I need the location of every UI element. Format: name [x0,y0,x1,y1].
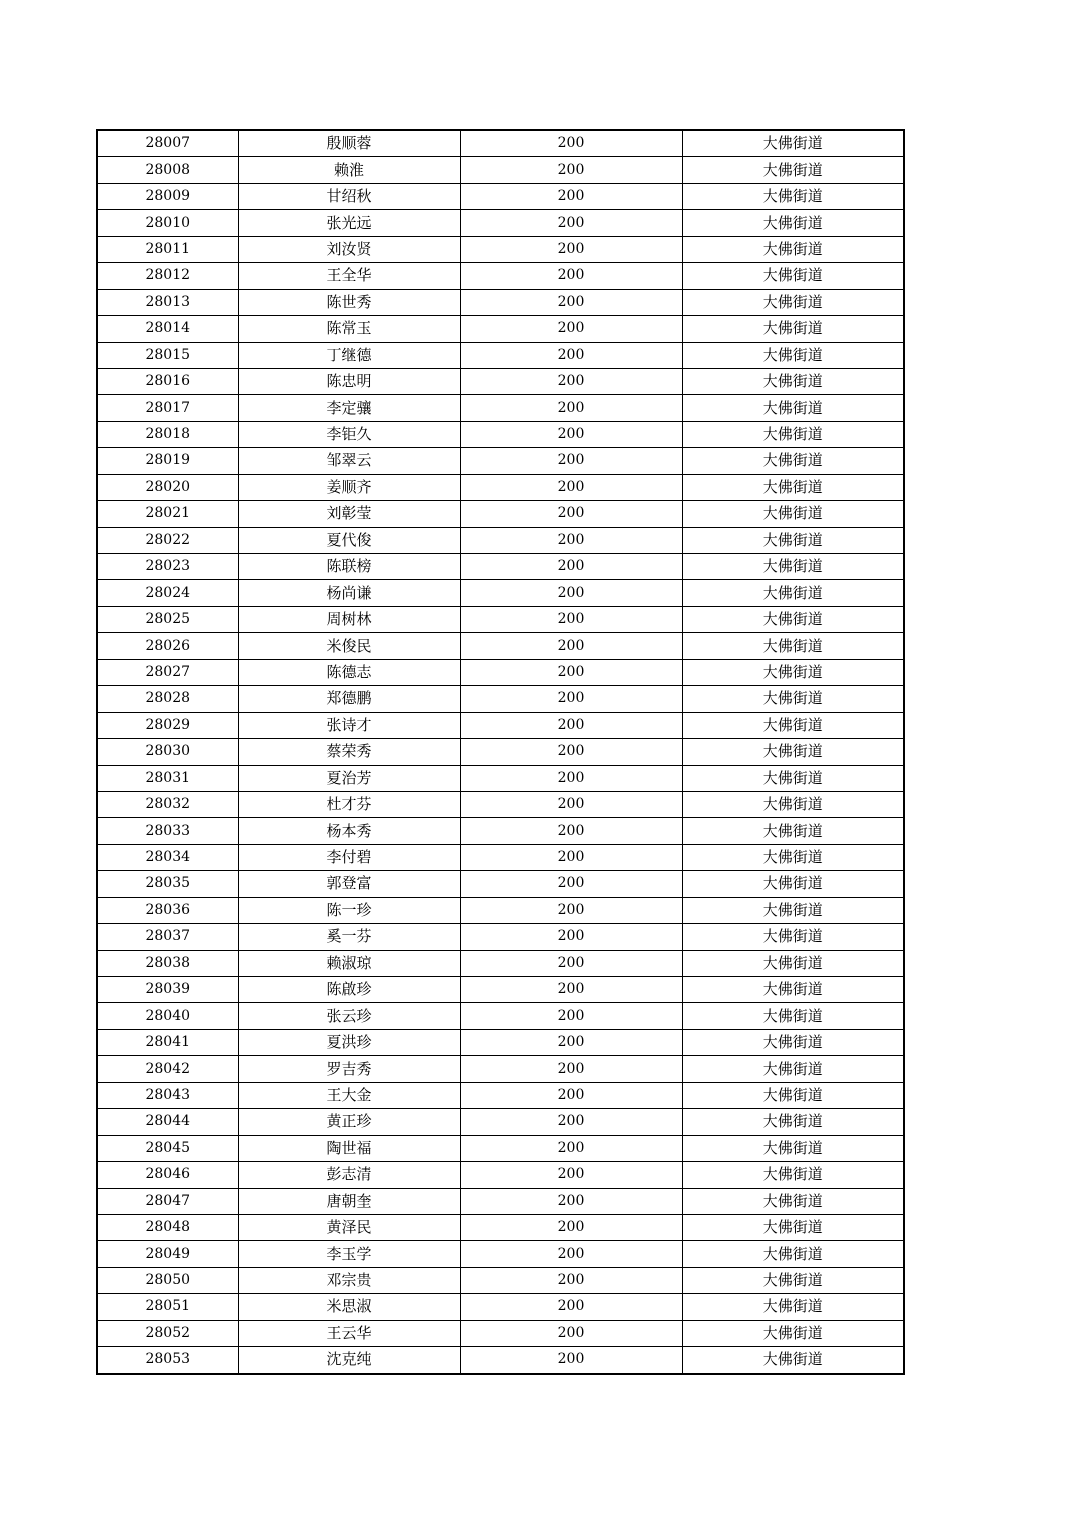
amount-cell: 200 [460,554,682,580]
table-row [97,1082,904,1108]
name-cell: 李玉学 [238,1241,460,1267]
id-cell: 28053 [97,1347,238,1374]
street-cell: 大佛街道 [682,1029,904,1055]
id-cell: 28013 [97,289,238,315]
street-cell: 大佛街道 [682,316,904,342]
name-cell: 殷顺蓉 [238,130,460,157]
table-row [97,1241,904,1267]
id-cell: 28049 [97,1241,238,1267]
amount-cell: 200 [460,130,682,157]
amount-cell: 200 [460,1109,682,1135]
street-cell: 大佛街道 [682,1294,904,1320]
name-cell: 李定骧 [238,395,460,421]
id-cell: 28040 [97,1003,238,1029]
name-cell: 周树林 [238,606,460,632]
table-row [97,1267,904,1293]
table-row [97,1214,904,1240]
street-cell: 大佛街道 [682,554,904,580]
id-cell: 28038 [97,950,238,976]
id-cell: 28029 [97,712,238,738]
id-cell: 28050 [97,1267,238,1293]
table-row [97,1188,904,1214]
id-cell: 28028 [97,686,238,712]
amount-cell: 200 [460,157,682,183]
amount-cell: 200 [460,289,682,315]
street-cell: 大佛街道 [682,633,904,659]
table-row [97,686,904,712]
name-cell: 沈克纯 [238,1347,460,1374]
table-row [97,157,904,183]
name-cell: 陈一珍 [238,897,460,923]
street-cell: 大佛街道 [682,606,904,632]
id-cell: 28023 [97,554,238,580]
amount-cell: 200 [460,1056,682,1082]
amount-cell: 200 [460,1135,682,1161]
table-row [97,130,904,157]
street-cell: 大佛街道 [682,712,904,738]
amount-cell: 200 [460,1214,682,1240]
amount-cell: 200 [460,1188,682,1214]
amount-cell: 200 [460,686,682,712]
name-cell: 米俊民 [238,633,460,659]
street-cell: 大佛街道 [682,130,904,157]
amount-cell: 200 [460,421,682,447]
name-cell: 陈德志 [238,659,460,685]
street-cell: 大佛街道 [682,818,904,844]
table-row [97,448,904,474]
street-cell: 大佛街道 [682,739,904,765]
id-cell: 28031 [97,765,238,791]
street-cell: 大佛街道 [682,1347,904,1374]
street-cell: 大佛街道 [682,157,904,183]
name-cell: 刘汝贤 [238,236,460,262]
table-row [97,1003,904,1029]
id-cell: 28014 [97,316,238,342]
amount-cell: 200 [460,1029,682,1055]
street-cell: 大佛街道 [682,659,904,685]
street-cell: 大佛街道 [682,448,904,474]
amount-cell: 200 [460,395,682,421]
amount-cell: 200 [460,316,682,342]
amount-cell: 200 [460,606,682,632]
table-row [97,342,904,368]
table-row [97,527,904,553]
amount-cell: 200 [460,1241,682,1267]
name-cell: 罗吉秀 [238,1056,460,1082]
id-cell: 28041 [97,1029,238,1055]
id-cell: 28018 [97,421,238,447]
table-row [97,289,904,315]
name-cell: 陈常玉 [238,316,460,342]
table-row [97,977,904,1003]
name-cell: 邹翠云 [238,448,460,474]
name-cell: 郑德鹏 [238,686,460,712]
name-cell: 杜才芬 [238,791,460,817]
amount-cell: 200 [460,791,682,817]
name-cell: 王大金 [238,1082,460,1108]
street-cell: 大佛街道 [682,1135,904,1161]
id-cell: 28048 [97,1214,238,1240]
street-cell: 大佛街道 [682,977,904,1003]
table-row [97,1320,904,1346]
name-cell: 黄泽民 [238,1214,460,1240]
id-cell: 28012 [97,263,238,289]
amount-cell: 200 [460,501,682,527]
street-cell: 大佛街道 [682,368,904,394]
id-cell: 28047 [97,1188,238,1214]
amount-cell: 200 [460,580,682,606]
name-cell: 丁继德 [238,342,460,368]
table-row [97,1347,904,1374]
street-cell: 大佛街道 [682,263,904,289]
amount-cell: 200 [460,1347,682,1374]
name-cell: 姜顺齐 [238,474,460,500]
table-row [97,501,904,527]
table-row [97,368,904,394]
name-cell: 王全华 [238,263,460,289]
table-row [97,316,904,342]
street-cell: 大佛街道 [682,1188,904,1214]
amount-cell: 200 [460,236,682,262]
id-cell: 28039 [97,977,238,1003]
amount-cell: 200 [460,844,682,870]
id-cell: 28046 [97,1162,238,1188]
id-cell: 28043 [97,1082,238,1108]
street-cell: 大佛街道 [682,236,904,262]
street-cell: 大佛街道 [682,1320,904,1346]
street-cell: 大佛街道 [682,924,904,950]
name-cell: 彭志清 [238,1162,460,1188]
id-cell: 28032 [97,791,238,817]
table-row [97,897,904,923]
table-row [97,474,904,500]
table-row [97,395,904,421]
amount-cell: 200 [460,474,682,500]
id-cell: 28011 [97,236,238,262]
street-cell: 大佛街道 [682,871,904,897]
street-cell: 大佛街道 [682,844,904,870]
id-cell: 28007 [97,130,238,157]
street-cell: 大佛街道 [682,1162,904,1188]
id-cell: 28044 [97,1109,238,1135]
table-row [97,739,904,765]
name-cell: 王云华 [238,1320,460,1346]
table-row [97,924,904,950]
name-cell: 蔡荣秀 [238,739,460,765]
amount-cell: 200 [460,659,682,685]
id-cell: 28021 [97,501,238,527]
table-row [97,421,904,447]
street-cell: 大佛街道 [682,1267,904,1293]
id-cell: 28009 [97,183,238,209]
id-cell: 28037 [97,924,238,950]
amount-cell: 200 [460,1320,682,1346]
table-row [97,554,904,580]
id-cell: 28022 [97,527,238,553]
street-cell: 大佛街道 [682,950,904,976]
amount-cell: 200 [460,263,682,289]
amount-cell: 200 [460,897,682,923]
id-cell: 28026 [97,633,238,659]
name-cell: 刘彰莹 [238,501,460,527]
data-table [96,129,905,1375]
amount-cell: 200 [460,818,682,844]
id-cell: 28036 [97,897,238,923]
table-row [97,844,904,870]
name-cell: 陈忠明 [238,368,460,394]
amount-cell: 200 [460,210,682,236]
id-cell: 28034 [97,844,238,870]
table-row [97,1162,904,1188]
id-cell: 28019 [97,448,238,474]
amount-cell: 200 [460,1294,682,1320]
amount-cell: 200 [460,950,682,976]
amount-cell: 200 [460,1267,682,1293]
amount-cell: 200 [460,1003,682,1029]
id-cell: 28016 [97,368,238,394]
name-cell: 夏治芳 [238,765,460,791]
table-row [97,263,904,289]
id-cell: 28020 [97,474,238,500]
table-row [97,1135,904,1161]
id-cell: 28033 [97,818,238,844]
name-cell: 赖淮 [238,157,460,183]
table-row [97,580,904,606]
amount-cell: 200 [460,1162,682,1188]
table-row [97,818,904,844]
amount-cell: 200 [460,448,682,474]
street-cell: 大佛街道 [682,395,904,421]
street-cell: 大佛街道 [682,580,904,606]
id-cell: 28051 [97,1294,238,1320]
id-cell: 28024 [97,580,238,606]
table-row [97,1029,904,1055]
table-row [97,871,904,897]
name-cell: 郭登富 [238,871,460,897]
street-cell: 大佛街道 [682,791,904,817]
name-cell: 米思淑 [238,1294,460,1320]
table-row [97,659,904,685]
id-cell: 28015 [97,342,238,368]
table-row [97,606,904,632]
table-row [97,210,904,236]
table-row [97,236,904,262]
street-cell: 大佛街道 [682,897,904,923]
amount-cell: 200 [460,739,682,765]
amount-cell: 200 [460,183,682,209]
amount-cell: 200 [460,712,682,738]
table-row [97,950,904,976]
table-row [97,1109,904,1135]
id-cell: 28027 [97,659,238,685]
street-cell: 大佛街道 [682,1109,904,1135]
table-row [97,765,904,791]
street-cell: 大佛街道 [682,474,904,500]
street-cell: 大佛街道 [682,289,904,315]
name-cell: 陈啟珍 [238,977,460,1003]
table-row [97,633,904,659]
table-body [97,130,904,1374]
id-cell: 28042 [97,1056,238,1082]
name-cell: 陈联榜 [238,554,460,580]
id-cell: 28008 [97,157,238,183]
street-cell: 大佛街道 [682,1003,904,1029]
name-cell: 陈世秀 [238,289,460,315]
name-cell: 张云珍 [238,1003,460,1029]
name-cell: 黄正珍 [238,1109,460,1135]
name-cell: 夏代俊 [238,527,460,553]
name-cell: 陶世福 [238,1135,460,1161]
street-cell: 大佛街道 [682,501,904,527]
amount-cell: 200 [460,924,682,950]
table-row [97,183,904,209]
street-cell: 大佛街道 [682,342,904,368]
id-cell: 28030 [97,739,238,765]
street-cell: 大佛街道 [682,686,904,712]
amount-cell: 200 [460,342,682,368]
name-cell: 赖淑琼 [238,950,460,976]
id-cell: 28035 [97,871,238,897]
name-cell: 奚一芬 [238,924,460,950]
amount-cell: 200 [460,368,682,394]
id-cell: 28052 [97,1320,238,1346]
name-cell: 唐朝奎 [238,1188,460,1214]
street-cell: 大佛街道 [682,765,904,791]
name-cell: 甘绍秋 [238,183,460,209]
id-cell: 28045 [97,1135,238,1161]
street-cell: 大佛街道 [682,1082,904,1108]
street-cell: 大佛街道 [682,421,904,447]
amount-cell: 200 [460,633,682,659]
street-cell: 大佛街道 [682,210,904,236]
table-row [97,1294,904,1320]
id-cell: 28025 [97,606,238,632]
name-cell: 张光远 [238,210,460,236]
table-row [97,1056,904,1082]
id-cell: 28010 [97,210,238,236]
id-cell: 28017 [97,395,238,421]
amount-cell: 200 [460,977,682,1003]
amount-cell: 200 [460,1082,682,1108]
name-cell: 邓宗贵 [238,1267,460,1293]
amount-cell: 200 [460,527,682,553]
name-cell: 杨本秀 [238,818,460,844]
amount-cell: 200 [460,871,682,897]
table-row [97,712,904,738]
street-cell: 大佛街道 [682,1214,904,1240]
name-cell: 杨尚谦 [238,580,460,606]
street-cell: 大佛街道 [682,1056,904,1082]
table-row [97,791,904,817]
street-cell: 大佛街道 [682,1241,904,1267]
name-cell: 李付碧 [238,844,460,870]
street-cell: 大佛街道 [682,527,904,553]
amount-cell: 200 [460,765,682,791]
street-cell: 大佛街道 [682,183,904,209]
name-cell: 夏洪珍 [238,1029,460,1055]
name-cell: 李钜久 [238,421,460,447]
name-cell: 张诗才 [238,712,460,738]
